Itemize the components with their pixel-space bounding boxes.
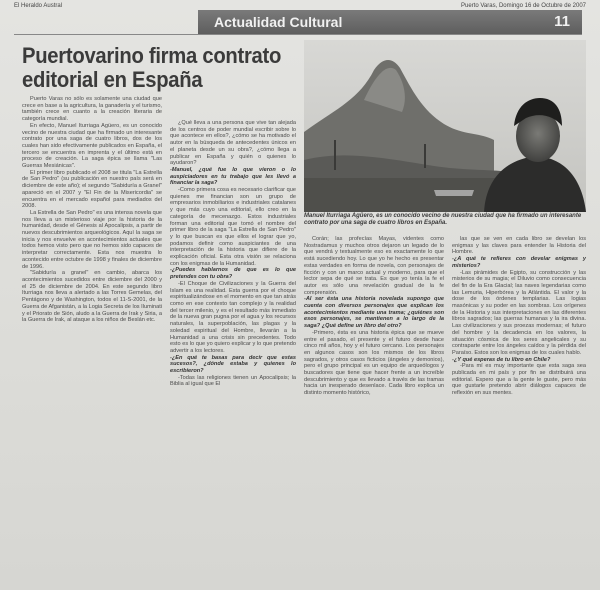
article-paragraph: Corán; las profecías Mayas, videntes como Nostradamus y muchos otros dejaron un legado de lo que vendrá y textualmente eso es exactamente lo que está sucediendo hoy. Lo que yo he hecho es presentar estas verdades en forma de novela, con personajes de ficción y con un marco actual y moderno, para que el lector sepa de qué se trata. Es que yo tenía la fe el autor es sólo una revelación gradual de la fe comprensión. (304, 236, 444, 296)
article-paragraph: -Como primera cosa es necesario clarificar que quienes me financian son un grupo de empresarios inmobiliarios e industriales catalanes y que más cuyo una editorial, ello creo en la categoría de mecenazgo. Estos industriales forman una editorial que tomó el nombre del primer libro de la saga "La Estrella de San Pedro" y lo que buscan es que ellos el lograr que yo, podamos definir como auspiciantes de una interpretación de la historia que difiere de la explicación oficial. Esta otra visión se relaciona con los enigmas de la Humanidad. (170, 187, 296, 267)
article-paragraph: ¿Qué lleva a una persona que vive tan alejada de los centros de poder mundial escribir sobre lo que acontece en ellos?, ¿cómo se ha motivado el autor en la búsqueda de antecedentes únicos en el planeta desde un su obra?, ¿cómo llega a publicar en España y quién o quienes lo ayudaron? (170, 120, 296, 167)
article-paragraph: -El Choque de Civilizaciones y la Guerra del Islam es una realidad. Esta guerra por el choque espiritualizándose en el momento en que tan atrás como en ese contexto tan complejo y la realidad del tercer milenio, y es el resultado más inmediato de la nueva gran pugna por el agua y los recursos naturales, la superpoblación, las plagas y la soledad espiritual del Hombre, llevarán a la Humanidad a una crisis sin precedentes. Todo esto es lo que yo quiero explicar y lo que pretendo advertir a los lectores. (170, 280, 296, 354)
author-photo-image (304, 40, 586, 212)
article-column-4 (452, 236, 586, 582)
page-number: 11 (554, 13, 570, 30)
article-paragraph: -Para mí es muy importante que esta saga sea publicada en mi país y por fin se distribuirá una editorial. Espero que a la gente le guste, pero más que gustarle pretendo abrir diálogos capaces de reflexión en sus mentes. (452, 363, 586, 397)
interview-question: -Manuel, ¿qué fue lo que vieron o lo auspiciadores en tu trabajo que les llevó a financiar la saga? (170, 166, 296, 187)
article-paragraph: Puerto Varas no sólo es solamente una ciudad que crece en base a la agricultura, la ganadería y el turismo, también crece en cuanto a la creación literaria de categoría mundial. (22, 96, 162, 123)
article-column-2 (170, 120, 296, 582)
article-paragraph: La Estrella de San Pedro" es una intensa novela que nos lleva a un misterioso viaje por la historia de la humanidad, desde el Génesis al Apocalipsis, a partir de nuevos descubrimientos arqueológicos. Aquí la saga se inicia y nos envuelve en acontecimientos actuales que todos hemos visto pero que no hemos sido capaces de interpretar correctamente. Esta nos muestra lo acontecido entre octubre de 1998 y finales de diciembre de 1996. (22, 209, 162, 270)
interview-question: -¿Puedes hablarnos de que es lo que pretendes con tu obra? (170, 267, 296, 281)
article-paragraph: -Las pirámides de Egipto, su construcción y las misterios de su magia; el Diluvio como consecuencia del fin de la Era Glacial; las naves legendarias como las Lemuria, Hiperbórea y la Atlántida. El valor y la dose de los órdenes templarias. Las logias masónicas y su poder en las sombras. Los orígenes de la Historia y sus interpretaciones en las diferentes libros sagrados; las guerras humanas y la ira divina. Las civilizaciones y sus proezas modernas; el futuro del hombre y la decadencia en los valores, la situación cósmica de los seres angelicales y su contraparte entre los ángeles caídos y la pérdida del Paraíso. Estos son los enigmas de los cuales hablo. (452, 269, 586, 356)
article-column-3 (304, 236, 444, 582)
interview-question: -¿En qué te basas para decir que estas sucesos?, ¿dónde estaba y quienes lo escribieron? (170, 354, 296, 375)
publication-name: El Heraldo Austral (14, 3, 63, 9)
article-headline: Puertovarino firma contrato editorial en España (22, 43, 282, 92)
article-paragraph: En efecto, Manuel Iturriaga Agüero, es un conocido vecino de nuestra ciudad que ha firmado un interesante contrato por una saga de cuatro libros, dos de los cuales han sido efectivamente publicados en España, el tercero se encuentra en imprenta y el último está en proceso de creación. La saga épica se llama "Las Guerras Mesiánicas". (22, 122, 162, 170)
section-header (198, 10, 582, 34)
photo-caption: Manuel Iturriaga Agüero, es un conocido vecino de nuestra ciudad que ha firmado un interesante contrato por una saga de cuatro libros en España. (304, 213, 582, 226)
article-paragraph: -Todas las religiones tienen un Apocalipsis; la Biblia al igual que El (170, 374, 296, 388)
author-photo (304, 40, 586, 212)
interview-question: -¿Y qué esperas de tu libro en Chile? (452, 356, 551, 363)
article-paragraph: las que se ven en cada libro se develan los enigmas y las claves para entender la Historia del Hombre. (452, 236, 586, 256)
article-column-1 (22, 96, 162, 582)
date-line: Puerto Varas, Domingo 16 de Octubre de 2007 (461, 3, 586, 9)
header-rule (14, 34, 582, 35)
article-paragraph: -Primero, ésta es una historia épica que se mueve entre el pasado, el presente y el futuro desde hace cinco mil años, hoy y el futuro cercano. Los personajes en algunos casos son los mismos de los libros sagrados, y otros casos ficticios (ángeles y demonios), pero el grupo principal es un equipo de arqueólogos y buscadores que tiene que hacer frente a un increíble descubrimiento y que es llevado a través de las tramas hacia un inesperado desenlace. Cada libro explica un distinto momento histórico, (304, 329, 444, 397)
interview-question: -¿A qué te refieres con develar enigmas y misterios? (452, 256, 586, 269)
article-paragraph: "Sabiduría a granel" en cambio, abarca los acontecimientos sucedidos entre diciembre del 2000 y el 25 de diciembre de 2004. En este segundo libro Iturriaga nos lleva a alertado a las Torres Gemelas, del Pentágono y de Washington, todos el 11-S-2001, de la Guerra de Afganistán, a la Logia Secreta de los Iluminati y el Priorato de Sión, aludo a la Guerra de Irak y Siria, a la Guerra de Irak, al ataque a los niños de Beslán etc. (22, 270, 162, 324)
section-title: Actualidad Cultural (214, 14, 343, 30)
interview-question: -Al ser ésta una historia novelada supongo que cuenta con diversos personajes que explican los acontecimientos mediante una trama; ¿quiénes son esos personajes, se mantienen a lo largo de la saga? ¿Qué define un libro del otro? (304, 296, 444, 330)
article-paragraph: El primer libro publicado el 2008 se titula "La Estrella de San Pedro" (su publicación en nuestro país será en diciembre de este año); el segundo "Sabiduría a Granel" apareció en el 2007 y "El Fin de la Misericordia" se encuentra en el mercado español para mediados del 2008. (22, 169, 162, 210)
